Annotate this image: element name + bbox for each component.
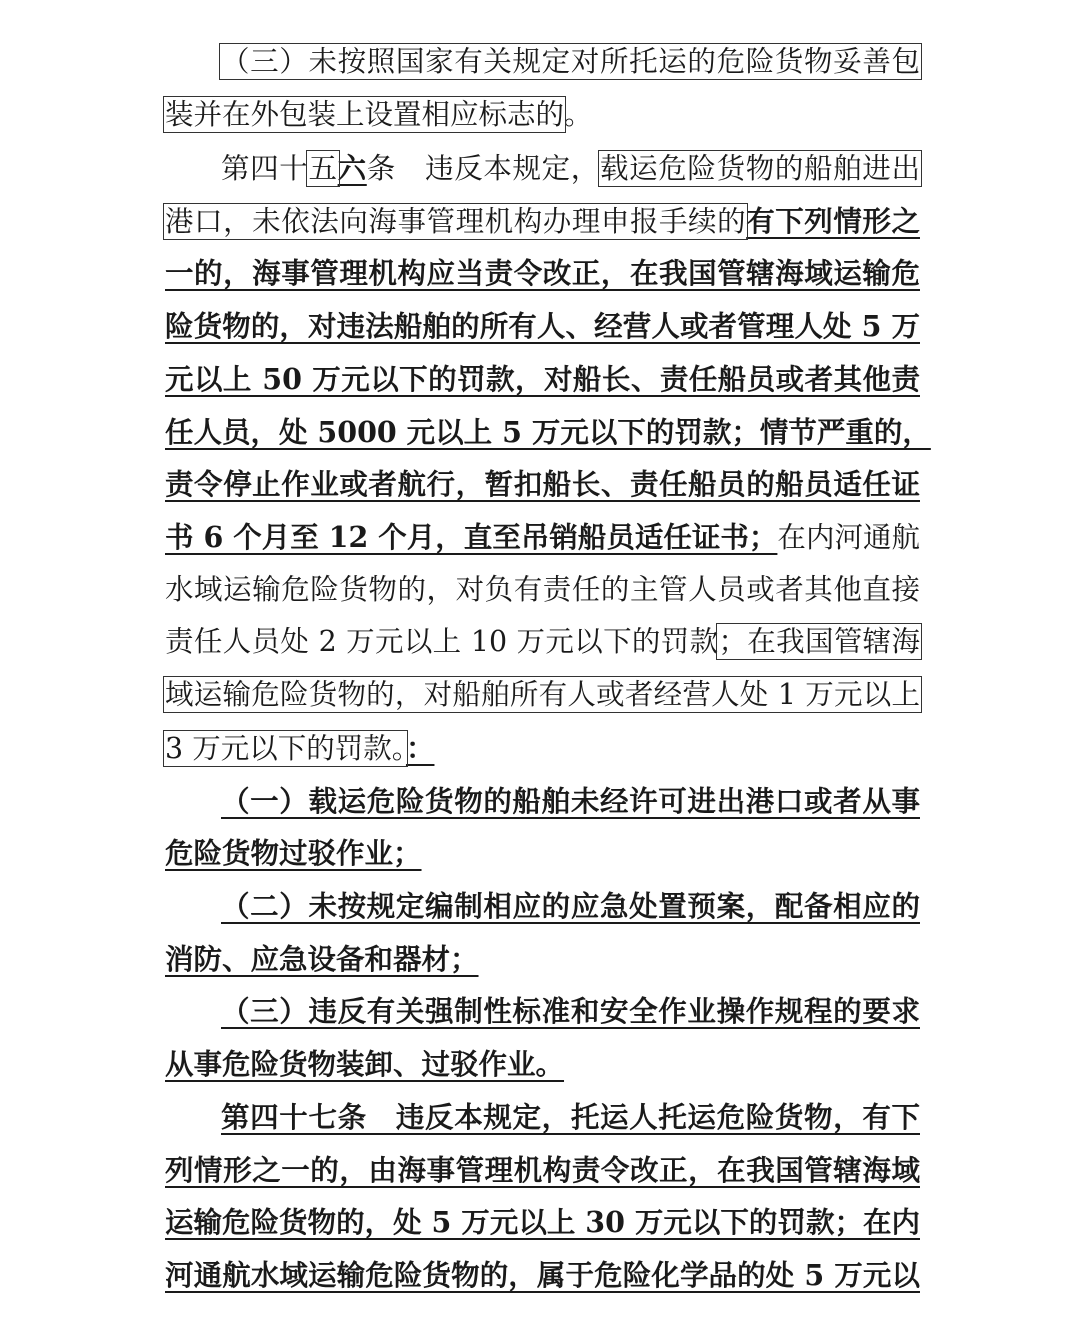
text-segment: 运输危险货物的，处 5 万元以上 30 万元以下的罚款；在内 xyxy=(165,1205,920,1239)
text-segment: （二）未按规定编制相应的应急处置预案，配备相应的 xyxy=(221,889,920,923)
text-line xyxy=(165,570,920,610)
text-segment: 装并在外包装上设置相应标志的 xyxy=(165,98,565,131)
text-segment: 第四十 xyxy=(221,152,309,185)
text-segment: 水域运输危险货物的，对负有责任的主管人员或者其他直接 xyxy=(165,573,920,606)
text-segment: 3 万元以下的罚款。 xyxy=(165,732,406,765)
text-line xyxy=(221,991,920,1031)
text-segment: 。 xyxy=(564,98,593,131)
text-line xyxy=(221,886,920,926)
text-segment: 载运危险货物的船舶进出 xyxy=(599,152,920,185)
text-segment: 河通航水域运输危险货物的，属于危险化学品的处 5 万元以 xyxy=(165,1258,920,1292)
text-segment: 域运输危险货物的，对船舶所有人或者经营人处 1 万元以上 xyxy=(165,678,920,711)
text-segment: （三）未按照国家有关规定对所托运的危险货物妥善包 xyxy=(221,45,920,78)
text-segment: 港口，未依法向海事管理机构办理申报手续的 xyxy=(165,205,747,238)
text-line xyxy=(165,833,920,873)
text-segment: 任人员，处 5000 元以上 5 万元以下的罚款；情节严重的， xyxy=(165,415,931,449)
text-segment: 六 xyxy=(337,151,367,185)
text-segment: ；在我国管辖海 xyxy=(718,625,920,658)
text-segment: 危险货物过驳作业； xyxy=(165,836,422,870)
text-line xyxy=(165,939,920,979)
text-line xyxy=(165,622,920,662)
text-segment: 一的，海事管理机构应当责令改正，在我国管辖海域运输危 xyxy=(165,256,920,290)
text-segment: 责任人员处 2 万元以上 10 万元以下的罚款 xyxy=(165,625,719,658)
text-segment: 第四十七条 违反本规定，托运人托运危险货物，有下 xyxy=(221,1100,920,1134)
text-line xyxy=(165,1255,920,1295)
text-segment: 书 6 个月至 12 个月，直至吊销船员适任证书； xyxy=(165,520,778,554)
text-line xyxy=(165,675,920,715)
text-line xyxy=(165,359,920,399)
text-line xyxy=(165,412,931,452)
text-segment: 有下列情形之 xyxy=(746,204,920,238)
text-line xyxy=(165,95,920,135)
text-segment: 险货物的，对违法船舶的所有人、经营人或者管理人处 5 万 xyxy=(165,309,920,343)
text-line xyxy=(221,781,920,821)
text-segment: （三）违反有关强制性标准和安全作业操作规程的要求 xyxy=(221,994,920,1028)
text-segment: ： xyxy=(405,731,435,765)
text-segment: 在内河通航 xyxy=(777,521,920,554)
text-line xyxy=(165,253,920,293)
text-line xyxy=(221,1097,920,1137)
text-line xyxy=(165,306,920,346)
text-line xyxy=(221,42,920,82)
text-segment: 消防、应急设备和器材； xyxy=(165,942,479,976)
text-segment: （一）载运危险货物的船舶未经许可进出港口或者从事 xyxy=(221,784,920,818)
text-segment: 从事危险货物装卸、过驳作业。 xyxy=(165,1047,565,1081)
text-segment: 责令停止作业或者航行，暂扣船长、责任船员的船员适任证 xyxy=(165,467,920,501)
text-line xyxy=(165,1044,920,1084)
text-segment: 元以上 50 万元以下的罚款，对船长、责任船员或者其他责 xyxy=(165,362,920,396)
text-segment: 条 违反本规定， xyxy=(366,152,600,185)
text-line xyxy=(165,1202,920,1242)
text-line xyxy=(165,1150,920,1190)
text-line xyxy=(165,728,920,768)
text-line xyxy=(165,201,920,241)
text-line xyxy=(165,464,920,504)
text-line xyxy=(221,148,920,188)
text-segment: 五 xyxy=(308,152,338,185)
text-line xyxy=(165,517,920,557)
text-segment: 列情形之一的，由海事管理机构责令改正，在我国管辖海域 xyxy=(165,1153,920,1187)
